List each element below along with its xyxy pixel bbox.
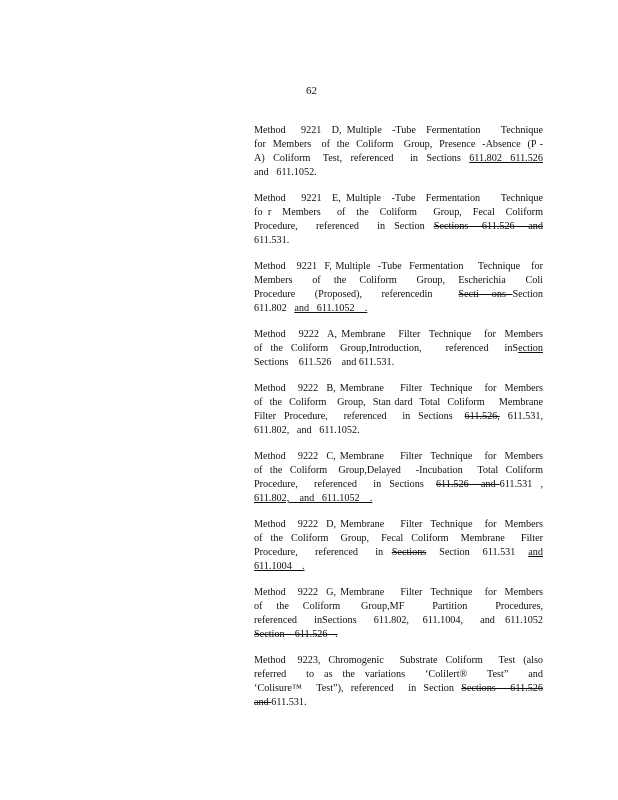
method-entry	[254, 260, 543, 316]
line-text: Members of the Coliform Group, Escherichia Coli	[254, 275, 543, 286]
line-text: Method 9222 C, Membrane Filter Technique for Members	[254, 451, 543, 462]
line-text: Procedure, referenced in	[254, 547, 392, 558]
entry-line	[254, 192, 543, 206]
entry-line	[254, 152, 543, 166]
entry-line	[254, 396, 543, 410]
line-text: Section	[512, 289, 543, 300]
entry-line	[254, 478, 543, 492]
entry-line	[254, 450, 543, 464]
entry-line	[254, 586, 543, 600]
method-entry	[254, 450, 543, 506]
page-number: 62	[306, 85, 317, 97]
struck-text: Secti ons	[458, 289, 513, 300]
struck-text: and	[254, 697, 272, 708]
method-entry	[254, 328, 543, 370]
line-text: of the Coliform Group, Stan dard Total Coliform Membrane	[254, 397, 543, 408]
entry-line	[254, 424, 543, 438]
line-text: Section 611.531	[426, 547, 529, 558]
struck-text: Sections 611.526 and	[433, 221, 543, 232]
method-entry	[254, 518, 543, 574]
line-text: Method 9221 D, Multiple -Tube Fermentation Technique	[254, 125, 543, 136]
entry-line	[254, 410, 543, 424]
entry-line	[254, 288, 543, 302]
struck-text: Sections 611.526	[461, 683, 543, 694]
line-text: A) Coliform Test, referenced in Sections	[254, 153, 470, 164]
method-entry	[254, 124, 543, 180]
entry-line	[254, 206, 543, 220]
method-entry	[254, 586, 543, 642]
entry-line	[254, 518, 543, 532]
entry-line	[254, 234, 543, 248]
line-text: referred to as the variations ‘Colilert® Test” and	[254, 669, 543, 680]
line-text: Filter Procedure, referenced in Sections	[254, 411, 465, 422]
entry-line	[254, 668, 543, 682]
line-text: Method 9223, Chromogenic Substrate Coliform Test (also	[254, 655, 543, 666]
line-text: Method 9222 B, Membrane Filter Technique for Members	[254, 383, 543, 394]
line-text: Sections 611.526 and 611.531.	[254, 357, 395, 368]
struck-text: Section 611.526 .	[254, 629, 338, 640]
line-text: Method 9222 G, Membrane Filter Technique for Members	[254, 587, 543, 598]
entry-line	[254, 492, 543, 506]
method-entry	[254, 382, 543, 438]
underlined-text: ection	[518, 343, 543, 354]
line-text: Procedure, referenced in Sections	[254, 479, 436, 490]
method-entry	[254, 192, 543, 248]
line-text: referenced inSections 611.802, 611.1004, and 611.1052	[254, 615, 543, 626]
line-text: for Members of the Coliform Group, Presence -Absence (P -	[254, 139, 543, 150]
line-text: of the Coliform Group,Introduction, referenced inS	[254, 343, 519, 354]
entry-line	[254, 560, 543, 574]
underlined-text: 611.1004 .	[254, 561, 305, 572]
entry-line	[254, 328, 543, 342]
entry-line	[254, 464, 543, 478]
entry-line	[254, 356, 543, 370]
method-entry	[254, 654, 543, 710]
entry-line	[254, 260, 543, 274]
entry-line	[254, 682, 543, 696]
line-text: Method 9222 D, Membrane Filter Technique for Members	[254, 519, 543, 530]
entry-line	[254, 628, 543, 642]
line-text: fo r Members of the Coliform Group, Fecal Coliform	[254, 207, 543, 218]
line-text: 611.531.	[254, 235, 290, 246]
line-text: Procedure, referenced in Section	[254, 221, 434, 232]
underlined-text: 611.802, and 611.1052 .	[254, 493, 373, 504]
entry-line	[254, 696, 543, 710]
underlined-text: and 611.1052 .	[294, 303, 368, 314]
entry-line	[254, 532, 543, 546]
line-text: of the Coliform Group,Delayed -Incubation Total Coliform	[254, 465, 543, 476]
method-list	[254, 124, 543, 722]
underlined-text: and	[528, 547, 543, 558]
entry-line	[254, 220, 543, 234]
line-text: Method 9221 E, Multiple -Tube Fermentation Technique	[254, 193, 543, 204]
line-text: Method 9221 F, Multiple -Tube Fermentation Technique for	[254, 261, 543, 272]
struck-text: Sections	[391, 547, 427, 558]
line-text: Method 9222 A, Membrane Filter Technique for Members	[254, 329, 543, 340]
entry-line	[254, 138, 543, 152]
entry-line	[254, 124, 543, 138]
line-text: of the Coliform Group,MF Partition Procedures,	[254, 601, 543, 612]
entry-line	[254, 654, 543, 668]
line-text: of the Coliform Group, Fecal Coliform Membrane Filter	[254, 533, 543, 544]
entry-line	[254, 166, 543, 180]
entry-line	[254, 382, 543, 396]
entry-line	[254, 614, 543, 628]
line-text: 611.531 ,	[499, 479, 543, 490]
struck-text: 611.526 and	[435, 479, 500, 490]
entry-line	[254, 546, 543, 560]
entry-line	[254, 274, 543, 288]
line-text: Procedure (Proposed), referencedin	[254, 289, 459, 300]
line-text: and 611.1052.	[254, 167, 317, 178]
entry-line	[254, 600, 543, 614]
line-text: 611.802, and 611.1052.	[254, 425, 360, 436]
line-text: 611.531.	[271, 697, 307, 708]
line-text: 611.802	[254, 303, 295, 314]
underlined-text: 611.802 611.526	[469, 153, 543, 164]
struck-text: 611.526,	[464, 411, 500, 422]
entry-line	[254, 302, 543, 316]
line-text: 611.531,	[499, 411, 543, 422]
line-text: ‘Colisure™ Test”), referenced in Section	[254, 683, 462, 694]
entry-line	[254, 342, 543, 356]
